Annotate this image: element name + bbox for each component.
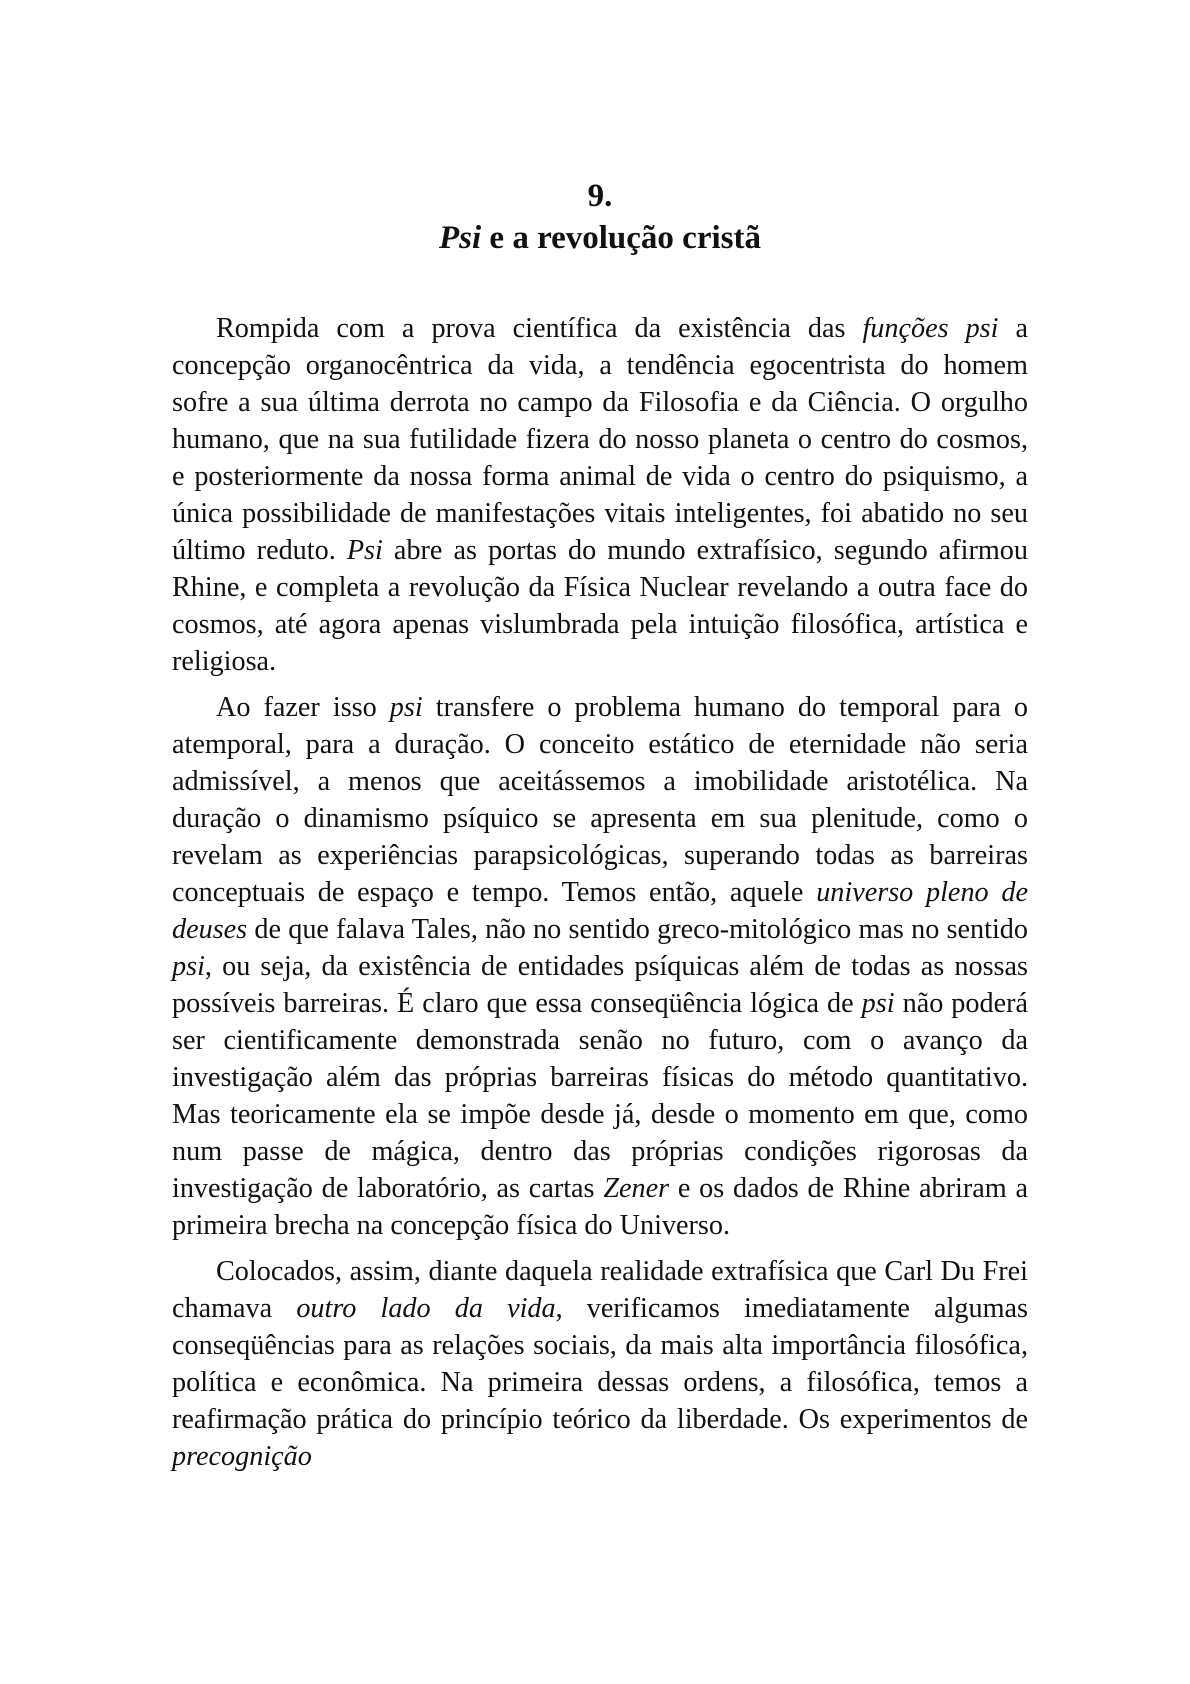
text-run: Ao fazer isso xyxy=(216,692,390,723)
chapter-title-rest: e a revolução cristã xyxy=(481,220,761,256)
chapter-title-italic: Psi xyxy=(439,220,482,256)
text-run: Rompida com a prova científica da existência das xyxy=(216,313,863,344)
paragraph-3 xyxy=(172,1253,1028,1475)
italic-text: psi xyxy=(861,988,895,1019)
paragraph-2 xyxy=(172,689,1028,1244)
book-page xyxy=(172,176,1028,1475)
italic-text: funções psi xyxy=(862,313,999,344)
italic-text: Zener xyxy=(603,1173,670,1204)
text-run: , verificamos imediatamente algumas conseqüências para as relações sociais, da mais alta importância filosófica, política e econômica. Na primeira dessas ordens, a filosófica, temos a reafirmação prática do princípio teórico da liberdade. Os experimentos de xyxy=(172,1293,1028,1435)
chapter-number: 9. xyxy=(587,178,613,214)
chapter-title xyxy=(172,218,1028,258)
text-run: transfere o problema humano do temporal para o atemporal, para a duração. O conceito estático de eternidade não seria admissível, a menos que aceitássemos a imobilidade aristotélica. Na duração o dinamismo psíquico se apresenta em sua plenitude, como o revelam as experiências parapsicológicas, superando todas as barreiras conceptuais de espaço e tempo. Temos então, aquele xyxy=(172,692,1029,908)
italic-text: psi xyxy=(389,692,423,723)
text-run: não poderá ser cientificamente demonstrada senão no futuro, com o avanço da investigação além das próprias barreiras físicas do método quantitativo. Mas teoricamente ela se impõe desde já, desde o momento em que, como num passe de mágica, dentro das próprias condições rigorosas da investigação de laboratório, as cartas xyxy=(172,988,1029,1204)
text-run: e os dados de Rhine abriram a primeira brecha na concepção física do Universo. xyxy=(172,1173,1028,1241)
text-run: de que falava Tales, não no sentido greco-mitológico mas no sentido xyxy=(247,914,1028,945)
italic-text: universo pleno de deuses xyxy=(172,877,1028,945)
paragraph-1 xyxy=(172,310,1028,680)
text-run: , ou seja, da existência de entidades psíquicas além de todas as nossas possíveis barreiras. É claro que essa conseqüência lógica de xyxy=(172,951,1028,1019)
italic-text: outro lado da vida xyxy=(296,1293,556,1324)
italic-text: Psi xyxy=(346,535,383,566)
italic-text: psi xyxy=(172,951,205,982)
text-run: a concepção organocêntrica da vida, a tendência egocentrista do homem sofre a sua última derrota no campo da Filosofia e da Ciência. O orgulho humano, que na sua futilidade fizera do nosso planeta o centro do cosmos, e posteriormente da nossa forma animal de vida o centro do psiquismo, a única possibilidade de manifestações vitais inteligentes, foi abatido no seu último reduto. xyxy=(172,313,1029,566)
text-run: abre as portas do mundo extrafísico, segundo afirmou Rhine, e completa a revolução da Física Nuclear revelando a outra face do cosmos, até agora apenas vislumbrada pela intuição filosófica, artística e religiosa. xyxy=(172,535,1028,677)
text-run: Colocados, assim, diante daquela realidade extrafísica que Carl Du Frei chamava xyxy=(172,1256,1028,1324)
chapter-body xyxy=(172,310,1028,1475)
italic-text: precognição xyxy=(172,1441,312,1472)
